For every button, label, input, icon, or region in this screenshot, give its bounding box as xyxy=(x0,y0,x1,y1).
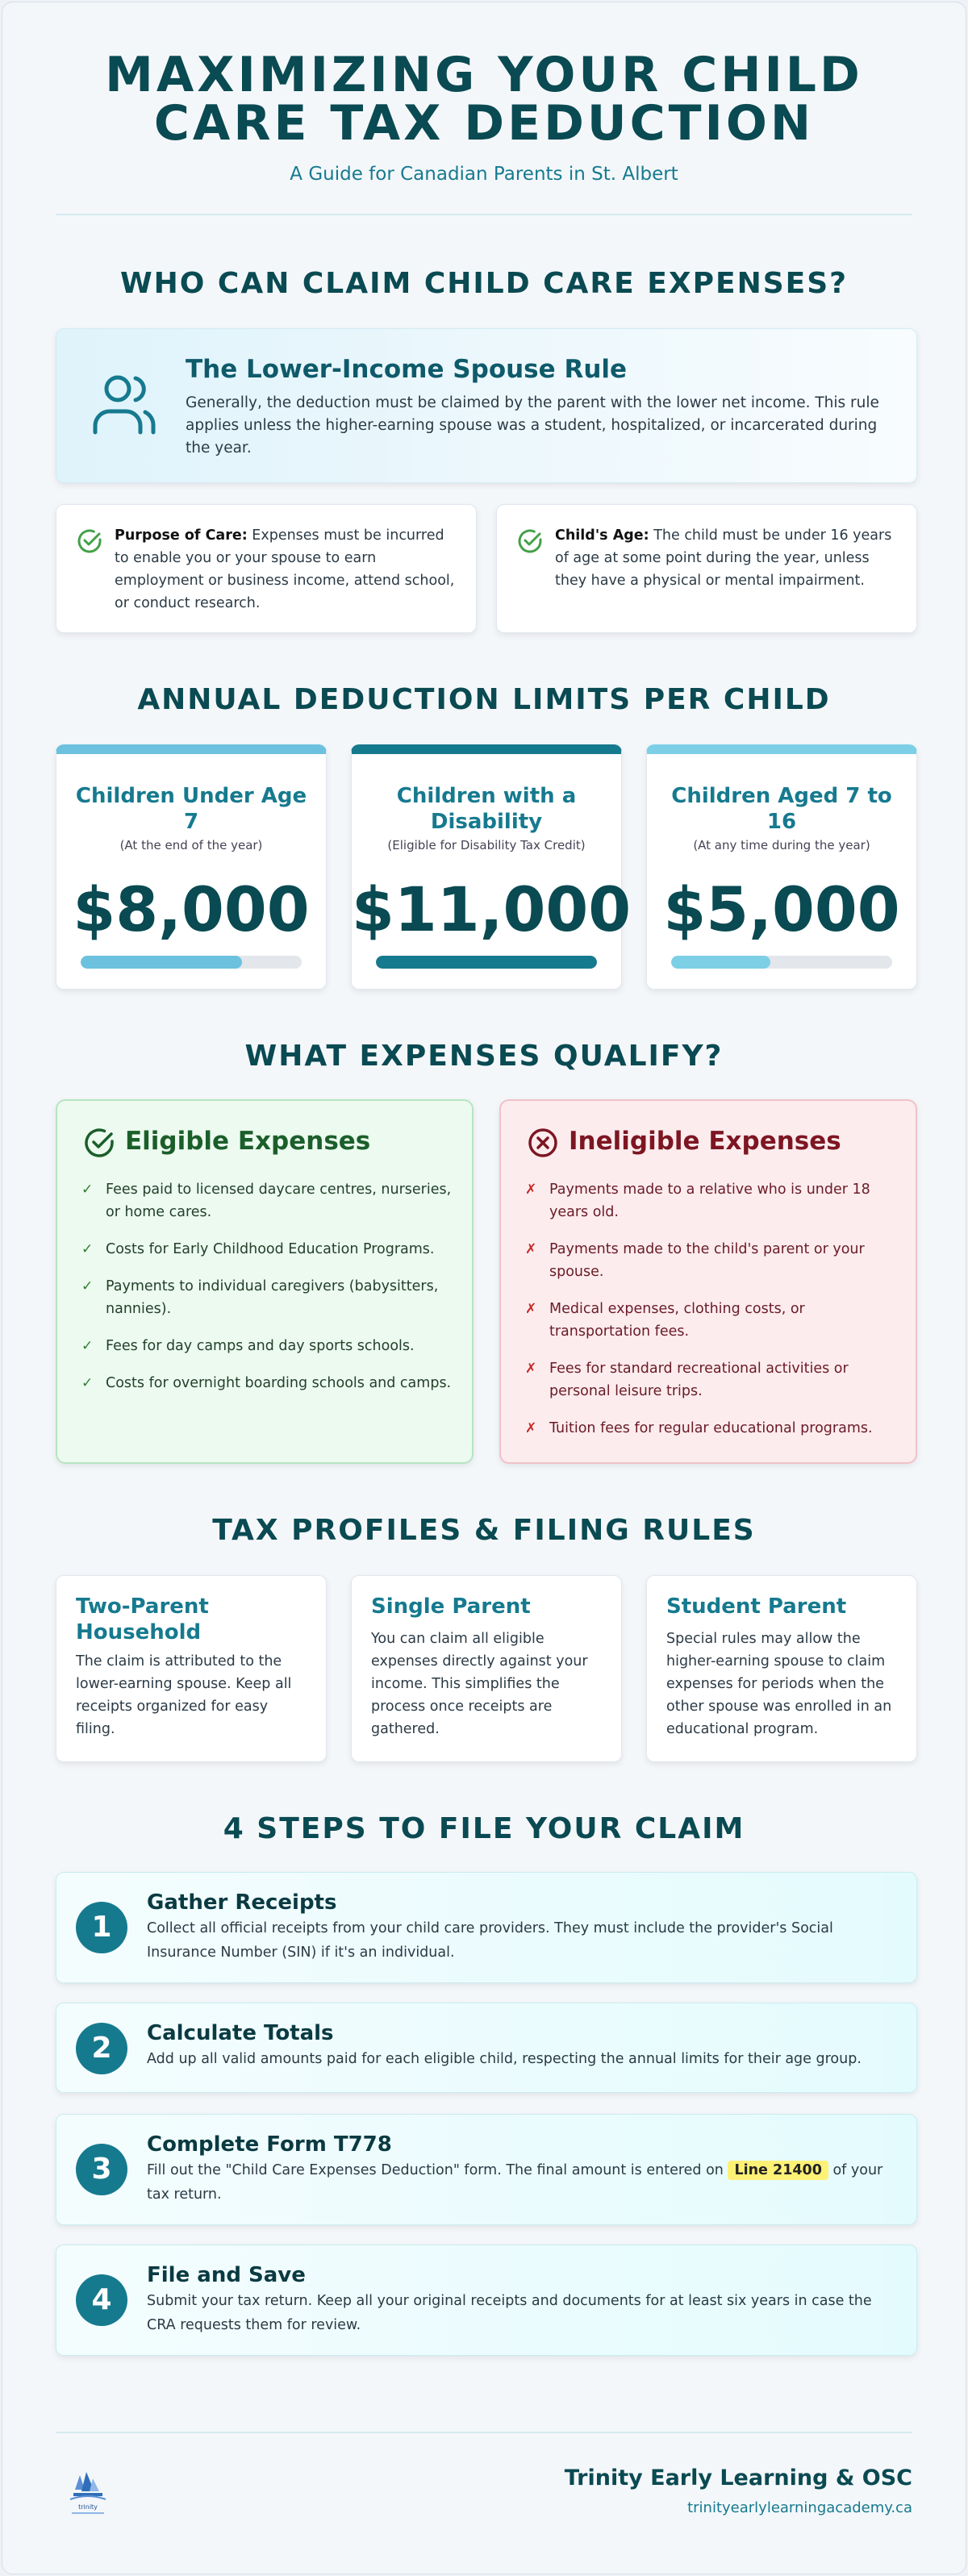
step-title: Calculate Totals xyxy=(147,2021,334,2045)
section-title-profiles: TAX PROFILES & FILING RULES xyxy=(212,1514,756,1547)
step-card-3 xyxy=(56,2114,917,2225)
step-number-badge: 3 xyxy=(76,2144,127,2195)
list-item xyxy=(81,1238,453,1261)
step-card-4 xyxy=(56,2245,917,2356)
list-item xyxy=(525,1298,896,1343)
step-number-badge: 2 xyxy=(76,2023,127,2074)
step-card-1 xyxy=(56,1872,917,1983)
divider xyxy=(56,214,912,215)
svg-text:trinity: trinity xyxy=(78,2503,98,2511)
profile-title: Two-Parent Household xyxy=(76,1594,209,1644)
criteria-body: The child must be under 16 years of age at some point during the year, unless they have a physical or mental impairment. xyxy=(555,527,892,589)
step-title: File and Save xyxy=(147,2263,306,2287)
criteria-body: Expenses must be incurred to enable you or your spouse to earn employment or business income, attend school, or conduct research. xyxy=(115,527,455,611)
list-item xyxy=(525,1238,896,1283)
list-item-text: Fees for day camps and day sports schools. xyxy=(106,1338,415,1354)
list-item xyxy=(525,1417,896,1440)
limit-note: (At the end of the year) xyxy=(119,838,263,852)
trinity-logo xyxy=(65,2469,111,2520)
section-title-steps: 4 STEPS TO FILE YOUR CLAIM xyxy=(223,1812,745,1845)
cross-icon: ✗ xyxy=(525,1420,537,1436)
limit-bar xyxy=(81,956,302,969)
list-item xyxy=(81,1372,453,1394)
check-icon: ✓ xyxy=(81,1338,94,1354)
list-item-text: Payments made to a relative who is under 18 years old. xyxy=(549,1182,870,1220)
title-line-1: MAXIMIZING YOUR CHILD xyxy=(105,47,863,103)
step-text-part: of your tax return. xyxy=(147,2162,883,2203)
check-icon: ✓ xyxy=(81,1241,94,1257)
profile-card-two-parent xyxy=(56,1575,327,1762)
criteria-label: Purpose of Care: xyxy=(115,527,248,544)
step-text: Collect all official receipts from your child care providers. They must include the provider's Social Insurance Number (SIN) if it's an individual. xyxy=(147,1920,833,1961)
ineligible-title: Ineligible Expenses xyxy=(569,1127,841,1156)
limit-bar xyxy=(376,956,597,969)
cross-icon: ✗ xyxy=(525,1241,537,1257)
check-icon: ✓ xyxy=(81,1278,94,1294)
list-item xyxy=(81,1275,453,1320)
check-icon: ✓ xyxy=(81,1182,94,1198)
step-text: Add up all valid amounts paid for each eligible child, respecting the annual limits for their age group. xyxy=(147,2051,862,2067)
check-circle-icon xyxy=(83,1127,115,1159)
limit-note: (At any time during the year) xyxy=(693,838,870,852)
step-text-part: Fill out the "Child Care Expenses Deduction" form. The final amount is entered on xyxy=(147,2162,728,2178)
ineligible-expenses-card xyxy=(499,1099,917,1464)
limit-title: Children with a Disability xyxy=(396,784,577,834)
step-text: Submit your tax return. Keep all your original receipts and documents for at least six years in case the CRA requests them for review. xyxy=(147,2293,872,2333)
step-number-badge: 4 xyxy=(76,2274,127,2326)
list-item xyxy=(81,1178,453,1223)
list-item-text: Costs for overnight boarding schools and camps. xyxy=(106,1375,452,1391)
profile-card-student-parent xyxy=(646,1575,917,1762)
limit-bar-fill xyxy=(376,956,597,969)
criteria-card-purpose xyxy=(56,504,477,633)
criteria-label: Child's Age: xyxy=(555,527,649,544)
limit-amount: $8,000 xyxy=(73,873,310,945)
page-title xyxy=(2,47,966,152)
organization-name: Trinity Early Learning & OSC xyxy=(564,2466,912,2491)
eligible-expenses-card xyxy=(56,1099,474,1464)
eligible-list xyxy=(81,1178,453,1409)
limit-card-under-7 xyxy=(56,744,327,990)
spouse-rule-title: The Lower-Income Spouse Rule xyxy=(186,355,628,384)
website-link[interactable]: trinityearlylearningacademy.ca xyxy=(687,2499,912,2516)
cross-icon: ✗ xyxy=(525,1301,537,1317)
step-title: Complete Form T778 xyxy=(147,2132,392,2157)
ineligible-list xyxy=(525,1178,896,1454)
limit-bar-fill xyxy=(81,956,242,969)
criteria-card-age xyxy=(496,504,917,633)
limit-note: (Eligible for Disability Tax Credit) xyxy=(387,838,586,852)
list-item-text: Fees paid to licensed daycare centres, nurseries, or home cares. xyxy=(106,1182,452,1220)
criteria-text xyxy=(115,524,457,615)
users-icon xyxy=(87,369,160,442)
limit-card-disability xyxy=(351,744,632,990)
limit-amount: $11,000 xyxy=(352,873,632,945)
cross-icon: ✗ xyxy=(525,1361,537,1377)
limit-title: Children Under Age 7 xyxy=(75,784,307,834)
limit-bar-fill xyxy=(671,956,770,969)
step-title: Gather Receipts xyxy=(147,1890,337,1915)
section-title-expenses: WHAT EXPENSES QUALIFY? xyxy=(244,1040,724,1073)
profile-title: Single Parent xyxy=(371,1594,531,1619)
x-circle-icon xyxy=(527,1127,559,1159)
spouse-rule-text: Generally, the deduction must be claimed by the parent with the lower net income. This rule applies unless the higher-earning spouse was a student, hospitalized, or incarcerated during the year. xyxy=(186,394,879,456)
infographic-page xyxy=(2,2,966,2574)
list-item-text: Payments made to the child's parent or your spouse. xyxy=(549,1241,865,1280)
check-circle-icon xyxy=(516,527,544,555)
profile-text: The claim is attributed to the lower-earning spouse. Keep all receipts organized for easy filing. xyxy=(76,1653,292,1737)
step-text xyxy=(147,2158,892,2207)
footer-divider xyxy=(56,2432,912,2433)
page-subtitle: A Guide for Canadian Parents in St. Albert xyxy=(290,164,678,185)
check-icon: ✓ xyxy=(81,1375,94,1391)
profile-text: Special rules may allow the higher-earning spouse to claim expenses for periods when the other spouse was enrolled in an educational program. xyxy=(666,1631,892,1737)
section-title-limits: ANNUAL DEDUCTION LIMITS PER CHILD xyxy=(137,683,831,716)
section-title-who: WHO CAN CLAIM CHILD CARE EXPENSES? xyxy=(119,267,849,300)
list-item-text: Payments to individual caregivers (babysitters, nannies). xyxy=(106,1278,439,1317)
profile-title: Student Parent xyxy=(666,1594,847,1619)
limit-amount: $5,000 xyxy=(663,873,900,945)
limit-bar xyxy=(671,956,892,969)
cross-icon: ✗ xyxy=(525,1182,537,1198)
title-line-2: CARE TAX DEDUCTION xyxy=(153,95,815,152)
list-item-text: Costs for Early Childhood Education Programs. xyxy=(106,1241,435,1257)
eligible-title: Eligible Expenses xyxy=(125,1127,371,1156)
list-item-text: Fees for standard recreational activities or personal leisure trips. xyxy=(549,1361,849,1399)
criteria-text xyxy=(555,524,898,592)
list-item-text: Tuition fees for regular educational programs. xyxy=(549,1420,873,1436)
step-card-2 xyxy=(56,2003,917,2093)
limit-card-7-to-16 xyxy=(646,744,917,990)
profile-card-single-parent xyxy=(351,1575,622,1762)
list-item xyxy=(525,1178,896,1223)
check-circle-icon xyxy=(76,527,103,555)
step-number-badge: 1 xyxy=(76,1902,127,1953)
list-item xyxy=(525,1357,896,1403)
list-item xyxy=(81,1335,453,1357)
line-number-highlight: Line 21400 xyxy=(728,2161,828,2180)
limit-title: Children Aged 7 to 16 xyxy=(671,784,892,834)
spouse-rule-card xyxy=(56,328,917,483)
list-item-text: Medical expenses, clothing costs, or transportation fees. xyxy=(549,1301,805,1340)
profile-text: You can claim all eligible expenses directly against your income. This simplifies the process once receipts are gathered. xyxy=(371,1631,588,1737)
